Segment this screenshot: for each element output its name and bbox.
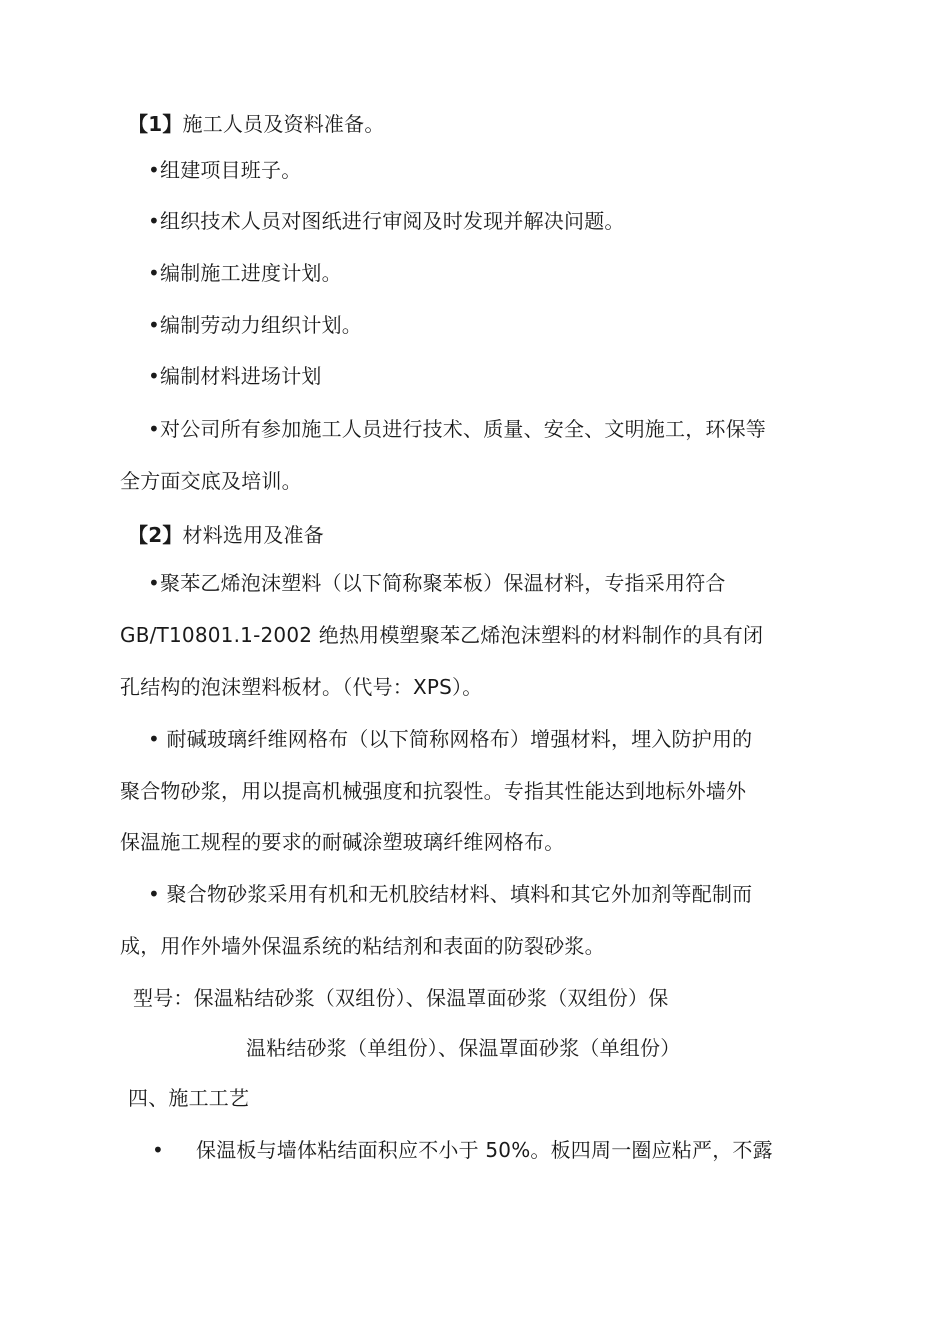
section2-p3-line2: 成，用作外墙外保温系统的粘结剂和表面的防裂砂浆。 <box>120 934 605 958</box>
section1-marker: 【1】 <box>128 112 183 136</box>
section2-p1-line3: 孔结构的泡沫塑料板材。（代号：XPS）。 <box>120 675 483 699</box>
section1-item-3: •编制施工进度计划。 <box>148 261 342 285</box>
section2-p1-line1: •聚苯乙烯泡沫塑料（以下简称聚苯板）保温材料，专指采用符合 <box>148 571 726 595</box>
section1-item-1: •组建项目班子。 <box>148 158 302 182</box>
section2-p3-line1: • 聚合物砂浆采用有机和无机胶结材料、填料和其它外加剂等配制而 <box>148 882 753 906</box>
section2-p1-line2: GB/T10801.1-2002 绝热用模塑聚苯乙烯泡沫塑料的材料制作的具有闭 <box>120 623 764 647</box>
section1-item-5: •编制材料进场计划 <box>148 364 322 388</box>
section2-p2-line1: • 耐碱玻璃纤维网格布（以下简称网格布）增强材料，埋入防护用的 <box>148 727 753 751</box>
section2-heading <box>128 521 324 549</box>
section2-p2-line3: 保温施工规程的要求的耐碱涂塑玻璃纤维网格布。 <box>120 830 565 854</box>
section2-marker: 【2】 <box>128 523 183 547</box>
section2-title: 材料选用及准备 <box>182 523 324 547</box>
model-line-2: 温粘结砂浆（单组份）、保温罩面砂浆（单组份） <box>246 1036 681 1060</box>
section1-item-6-cont: 全方面交底及培训。 <box>120 469 302 493</box>
section1-heading <box>128 110 385 138</box>
section1-item-6: •对公司所有参加施工人员进行技术、质量、安全、文明施工，环保等 <box>148 417 766 441</box>
section1-item-4: •编制劳动力组织计划。 <box>148 313 362 337</box>
model-line-1: 型号：保温粘结砂浆（双组份）、保温罩面砂浆（双组份）保 <box>133 986 669 1010</box>
section4-item-1: 保温板与墙体粘结面积应不小于 50%。板四周一圈应粘严，不露 <box>196 1138 773 1162</box>
section4-heading: 四、施工工艺 <box>128 1086 250 1110</box>
section4-bullet: • <box>152 1138 164 1162</box>
section1-item-2: •组织技术人员对图纸进行审阅及时发现并解决问题。 <box>148 209 625 233</box>
section1-title: 施工人员及资料准备。 <box>182 112 385 136</box>
section2-p2-line2: 聚合物砂浆，用以提高机械强度和抗裂性。专指其性能达到地标外墙外 <box>120 779 747 803</box>
